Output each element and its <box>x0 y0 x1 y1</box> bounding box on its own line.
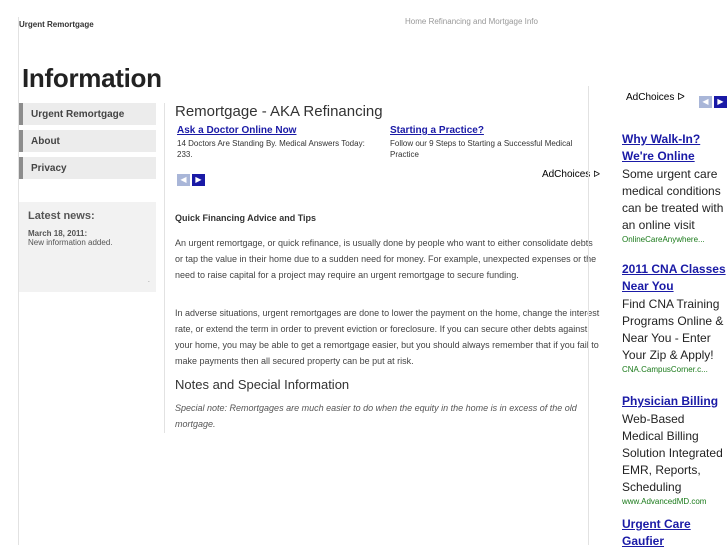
ad-title-link[interactable]: Starting a Practice? <box>390 125 484 136</box>
adchoices-link[interactable] <box>626 92 685 103</box>
news-text: New information added. <box>28 238 113 247</box>
ad-description: Find CNA Training Programs Online & Near You - Enter Your Zip & Apply! <box>622 297 724 362</box>
ad-description: 14 Doctors Are Standing By. Medical Answers Today: 233. <box>177 139 365 159</box>
news-date: March 18, 2011: <box>28 229 88 238</box>
sidebar-item-urgent-remortgage[interactable]: Urgent Remortgage <box>19 103 156 125</box>
ad-prev-arrow-icon[interactable]: ◀ <box>699 96 712 108</box>
ad-title-link[interactable]: Ask a Doctor Online Now <box>177 125 297 136</box>
sidebar-ad <box>622 261 727 374</box>
top-bar <box>19 17 710 39</box>
site-name[interactable]: Urgent Remortgage <box>19 20 94 29</box>
adchoices-label: AdChoices <box>541 169 591 180</box>
ad-description: Web-Based Medical Billing Solution Integrated EMR, Reports, Scheduling <box>622 412 723 494</box>
sidebar-item-privacy[interactable]: Privacy <box>19 157 156 179</box>
sidebar-ad <box>622 393 727 506</box>
ad-description: Some urgent care medical conditions can be treated with an online visit <box>622 167 724 232</box>
sidebar <box>19 103 156 284</box>
ad-item <box>390 125 595 160</box>
ad-description: Follow our 9 Steps to Starting a Successful Medical Practice <box>390 139 573 159</box>
paragraph-1: An urgent remortgage, or quick refinance, is usually done by people who want to either consolidate debts or tap the value in their home due to a sudden need for money. For example, unexpected expenses or the need to raise capital for a project may require an urgent remortgage to secure funding. <box>175 238 597 280</box>
paragraph-2: In adverse situations, urgent remortgages are done to lower the payment on the home, change the interest rate, or extend the term in order to prevent eviction or foreclosure. If you can secure other debts against your home, you may be able to get a remortgage easier, but you should always remember that if you fail to make payments then all secured property can be put at risk. <box>175 308 600 366</box>
text-ad-unit <box>175 125 600 184</box>
page-heading: Information <box>22 63 162 93</box>
ad-pager <box>699 91 727 109</box>
ad-prev-arrow-icon[interactable]: ◀ <box>177 174 190 186</box>
ad-title-link[interactable]: Physician Billing <box>622 394 719 408</box>
adchoices-label: AdChoices <box>626 92 675 103</box>
ad-url[interactable]: www.AdvancedMD.com <box>622 497 707 506</box>
special-note: Special note: Remortgages are much easier to do when the equity in the home is in excess of the old mortgage. <box>175 403 577 429</box>
adchoices-icon: ᐅ <box>593 169 600 179</box>
right-ad-column <box>588 86 727 548</box>
ad-title-link[interactable]: 2011 CNA Classes Near You <box>622 262 726 293</box>
ad-url[interactable]: CNA.CampusCorner.c... <box>622 365 708 374</box>
ad-url[interactable]: OnlineCareAnywhere... <box>622 235 705 244</box>
ad-item <box>177 125 382 160</box>
site-tagline: Home Refinancing and Mortgage Info <box>405 17 538 26</box>
section-heading: Quick Financing Advice and Tips <box>175 213 317 223</box>
news-dot: . <box>147 275 150 284</box>
sidebar-item-about[interactable]: About <box>19 130 156 152</box>
latest-news-heading: Latest news: <box>28 210 95 222</box>
main-content <box>164 103 608 433</box>
ad-title-link[interactable]: Urgent Care Gaufier <box>622 517 691 548</box>
ad-next-arrow-icon[interactable]: ▶ <box>192 174 205 186</box>
notes-heading: Notes and Special Information <box>175 377 350 392</box>
sidebar-ad <box>622 131 727 244</box>
ad-pager <box>177 169 205 187</box>
adchoices-icon: ᐅ <box>677 92 685 103</box>
ad-next-arrow-icon[interactable]: ▶ <box>714 96 727 108</box>
article-title: Remortgage - AKA Refinancing <box>175 103 383 120</box>
latest-news-box <box>19 202 156 292</box>
ad-title-link[interactable]: Why Walk-In? We're Online <box>622 132 701 163</box>
